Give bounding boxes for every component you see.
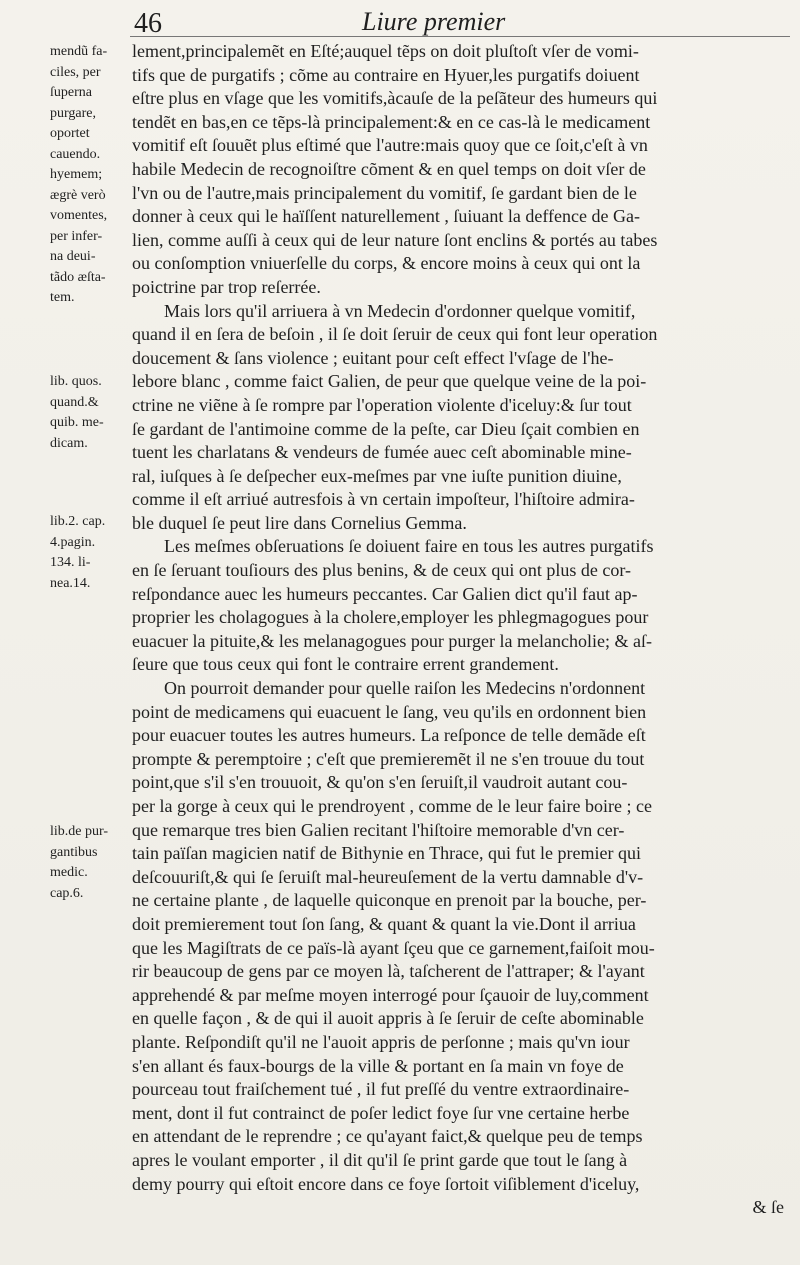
body-line: en attendant de le reprendre ; ce qu'ayant faict,& quelque peu de temps bbox=[132, 1126, 643, 1147]
body-text bbox=[132, 40, 794, 1220]
body-line: en quelle façon , & de qui il auoit appris à ſe ſeruir de ceſte abominable bbox=[132, 1008, 644, 1029]
body-line: lebore blanc , comme faict Galien, de peur que quelque veine de la poi- bbox=[132, 371, 647, 392]
body-line: lien, comme auſſi à ceux qui de leur nature ſont enclins & portés au tabes bbox=[132, 229, 658, 250]
margin-note-line: purgare, bbox=[50, 105, 96, 121]
paragraph-start-line: On pourroit demander pour quelle raiſon les Medecins n'ordonnent bbox=[164, 678, 646, 699]
margin-note-line: medic. bbox=[50, 865, 88, 880]
body-line: poictrine par trop reſerrée. bbox=[132, 276, 321, 297]
body-line: doit premierement tout ſon ſang, & quant & quant la vie.Dont il arriua bbox=[132, 913, 636, 934]
margin-note-line: oportet bbox=[50, 126, 90, 141]
body-line: comme il eſt arriué autresfois à vn certain impoſteur, l'hiſtoire admira- bbox=[132, 489, 635, 510]
body-line: ſe gardant de l'antimoine comme de la peſte, car Dieu ſçait combien en bbox=[132, 418, 640, 439]
margin-note-line: nea.14. bbox=[50, 575, 91, 591]
body-line: euacuer la pituite,& les melanagogues pour purger la melancholie; & aſ- bbox=[132, 630, 652, 651]
margin-note-line: tem. bbox=[50, 290, 75, 305]
body-line: tifs que de purgatifs ; cõme au contraire en Hyuer,les purgatifs doiuent bbox=[132, 64, 640, 85]
body-line: pourceau tout fraiſchement tué , il fut preſſé du ventre extraordinaire- bbox=[132, 1079, 630, 1100]
margin-note-line: gantibus bbox=[50, 844, 98, 860]
body-line: apres le voulant emporter , il dit qu'il ſe print garde que tout le ſang à bbox=[132, 1149, 628, 1170]
body-line: que les Magiſtrats de ce païs-là ayant ſçeu que ce garnement,faiſoit mou- bbox=[132, 937, 655, 958]
body-line: per la gorge à ceux qui le prendroyent , comme de le leur faire boire ; ce bbox=[132, 796, 652, 816]
body-line: rir beaucoup de gens par ce moyen là, taſcherent de l'attraper; & l'ayant bbox=[132, 961, 645, 982]
body-line: demy pourry qui eſtoit encore dans ce foye ſortoit viſiblement d'iceluy, bbox=[132, 1173, 640, 1194]
margin-note-line: na deui- bbox=[50, 249, 96, 264]
body-line: reſpondance auec les humeurs peccantes. Car Galien dict qu'il faut ap- bbox=[132, 583, 638, 604]
body-line: doucement & ſans violence ; euitant pour ceſt effect l'vſage de l'he- bbox=[132, 347, 614, 368]
paragraph-start-line: Les meſmes obſeruations ſe doiuent faire en tous les autres purgatifs bbox=[164, 536, 654, 557]
body-line: point de medicamens qui euacuent le ſang, veu qu'ils en ordonnent bien bbox=[132, 701, 647, 722]
margin-note-line: ſuperna bbox=[50, 85, 92, 100]
body-line: en ſe ſeruant touſiours des plus benins, & de ceux qui ont plus de cor- bbox=[132, 560, 632, 581]
margin-note-line: dicam. bbox=[50, 435, 88, 451]
margin-note-line: lib.de pur- bbox=[50, 824, 109, 839]
body-line: tuent les charlatans & vendeurs de fumée auec ceſt abominable mine- bbox=[132, 442, 632, 463]
body-line: habile Medecin de recognoiſtre cõment & en quel temps on doit vſer de bbox=[132, 158, 646, 179]
margin-note-line: per infer- bbox=[50, 228, 103, 244]
margin-note-line: ciles, per bbox=[50, 64, 101, 80]
margin-note-line: lib. quos. bbox=[50, 374, 102, 389]
body-line: vomitif eſt ſouuẽt plus eſtimé que l'autre:mais quoy que ce ſoit,c'eſt à vn bbox=[132, 135, 648, 156]
body-line: ment, dont il fut contrainct de poſer ledict foye ſur vne certaine herbe bbox=[132, 1102, 630, 1123]
body-line: eſtre plus en vſage que les vomitifs,àcauſe de la peſãteur des humeurs qui bbox=[132, 88, 658, 109]
body-line: ral, iuſques à ſe deſpecher eux-meſmes par vne iuſte punition diuine, bbox=[132, 465, 622, 486]
margin-note-line: cauendo. bbox=[50, 146, 101, 162]
margin-note-gemma-ref bbox=[50, 512, 140, 594]
margin-note-line: ægrè verò bbox=[50, 187, 106, 203]
paragraph-start-line: Mais lors qu'il arriuera à vn Medecin d'ordonner quelque vomitif, bbox=[164, 300, 636, 321]
body-line: deſcouuriſt,& qui ſe ſeruiſt mal-heureuſement de la vertu damnable d'v- bbox=[132, 866, 644, 887]
body-line: lement,principalemẽt en Eſté;auquel tẽps on doit pluſtoſt vſer de vomi- bbox=[132, 41, 639, 61]
margin-note-line: lib.2. cap. bbox=[50, 514, 106, 529]
body-line: prompte & peremptoire ; c'eſt que premieremẽt il ne s'en trouue du tout bbox=[132, 748, 645, 769]
body-line: pour euacuer toutes les autres humeurs. La reſponce de telle demãde eſt bbox=[132, 725, 646, 746]
body-line: ſeure que tous ceux qui font le contraire errent grandement. bbox=[132, 654, 559, 675]
margin-note-vomiting bbox=[50, 42, 140, 309]
body-line: ne certaine plante , de laquelle quiconque en prenoit par la bouche, per- bbox=[132, 890, 647, 911]
running-head: Liure premier bbox=[362, 7, 506, 36]
catchword: & ſe bbox=[752, 1197, 784, 1218]
page-number: 46 bbox=[134, 8, 162, 39]
body-line: tain païſan magicien natif de Bithynie en Thrace, qui fut le premier qui bbox=[132, 843, 641, 864]
margin-note-line: mendũ fa- bbox=[50, 44, 108, 59]
margin-note-line: vomentes, bbox=[50, 208, 108, 223]
margin-note-line: tãdo æſta- bbox=[50, 269, 106, 285]
margin-note-line: 4.pagin. bbox=[50, 534, 96, 550]
body-line: ctrine ne viẽne à ſe rompre par l'operation violente d'iceluy:& ſur tout bbox=[132, 394, 632, 415]
body-line: l'vn ou de l'autre,mais principalement du vomitif, ſe gardant bien de le bbox=[132, 182, 637, 203]
body-line: donner à ceux qui le haïſſent naturellement , ſuiuant la deffence de Ga- bbox=[132, 206, 640, 227]
margin-note-galien-ref bbox=[50, 372, 140, 454]
margin-note-line: 134. li- bbox=[50, 555, 91, 570]
margin-note-purgantibus-ref bbox=[50, 822, 140, 904]
margin-note-line: cap.6. bbox=[50, 885, 84, 901]
body-line: plante. Reſpondiſt qu'il ne l'auoit appris de perſonne ; mais qu'vn iour bbox=[132, 1031, 630, 1052]
margin-note-line: quib. me- bbox=[50, 415, 104, 430]
body-line: ou conſomption vniuerſelle du corps, & encore moins à ceux qui ont la bbox=[132, 253, 641, 274]
margin-note-line: quand.& bbox=[50, 394, 99, 410]
body-line: proprier les cholagogues à la cholere,employer les phlegmagogues pour bbox=[132, 607, 649, 628]
body-line: apprehendé & par meſme moyen interrogé pour ſçauoir de luy,comment bbox=[132, 984, 649, 1005]
header-rule bbox=[130, 36, 790, 37]
body-line: que remarque tres bien Galien recitant l'hiſtoire memorable d'vn cer- bbox=[132, 819, 625, 840]
body-line: tendẽt en bas,en ce tẽps-là principalement:& en ce cas-là le medicament bbox=[132, 111, 651, 132]
margin-note-line: hyemem; bbox=[50, 167, 103, 182]
body-line: s'en allant és faux-bourgs de la ville & portant en ſa main vn foye de bbox=[132, 1055, 624, 1076]
body-line: point,que s'il s'en trouuoit, & qu'on s'en ſeruiſt,il vaudroit autant cou- bbox=[132, 772, 628, 793]
body-line: ble duquel ſe peut lire dans Cornelius Gemma. bbox=[132, 512, 467, 533]
body-line: quand il en ſera de beſoin , il ſe doit ſeruir de ceux qui font leur operation bbox=[132, 324, 658, 345]
